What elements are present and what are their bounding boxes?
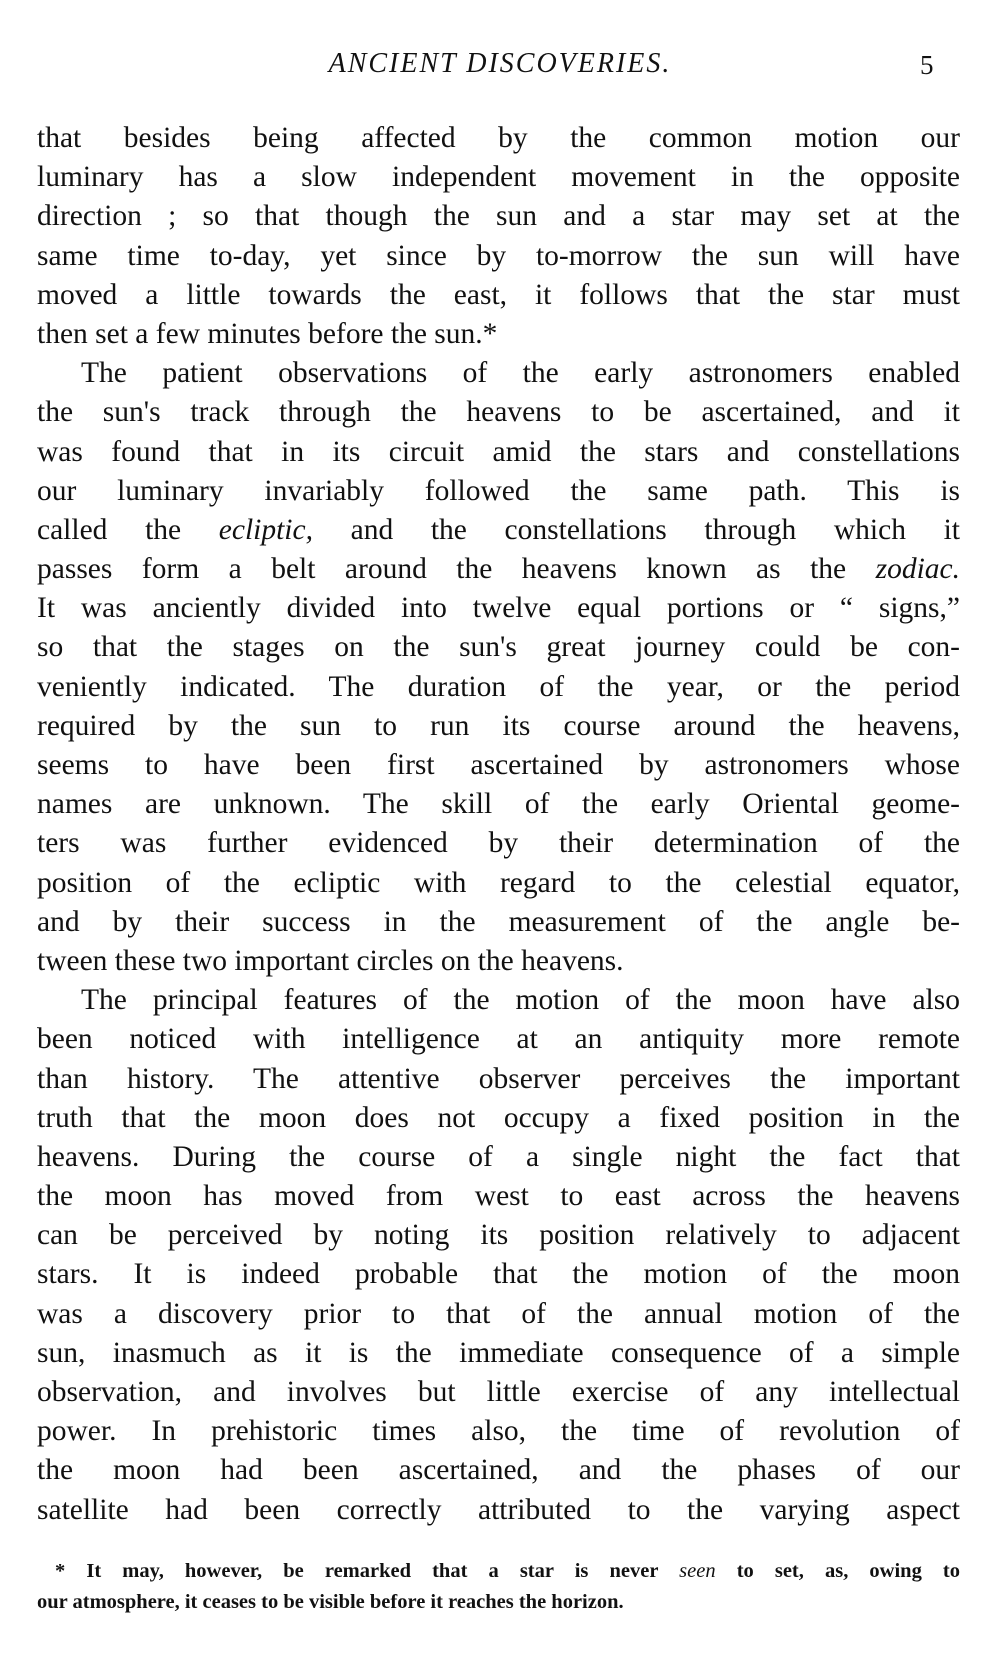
text-line: direction ; so that though the sun and a star may set at the xyxy=(37,200,960,233)
footnote-segment: * It may, however, be remarked that a star is never xyxy=(55,1560,680,1582)
text-line: that besides being affected by the common motion our xyxy=(37,122,960,154)
text-line: our luminary invariably followed the same path. This is xyxy=(37,474,960,507)
body-text xyxy=(37,119,960,1530)
footnote-italic-seen: seen xyxy=(679,1560,716,1582)
text-line: and by their success in the measurement of the angle be- xyxy=(37,905,960,938)
text-line: then set a few minutes before the sun.* xyxy=(37,317,498,350)
text-line: satellite had been correctly attributed to the varying aspect xyxy=(37,1493,960,1526)
text-line: tween these two important circles on the heavens. xyxy=(37,944,624,977)
text-line: been noticed with intelligence at an antiquity more remote xyxy=(37,1023,960,1056)
text-line xyxy=(37,550,960,589)
footnote-line: our atmosphere, it ceases to be visible before it reaches the horizon. xyxy=(37,1591,624,1613)
text-line: names are unknown. The skill of the early Oriental geome- xyxy=(37,788,960,821)
footnote-line xyxy=(37,1556,960,1587)
text-line: stars. It is indeed probable that the motion of the moon xyxy=(37,1258,960,1291)
line-segment: passes form a belt around the heavens known as the xyxy=(37,553,876,586)
text-line: required by the sun to run its course around the heavens, xyxy=(37,709,960,742)
text-line: was a discovery prior to that of the annual motion of the xyxy=(37,1297,960,1330)
text-line: same time to-day, yet since by to-morrow the sun will have xyxy=(37,239,960,272)
text-line: was found that in its circuit amid the stars and constellations xyxy=(37,435,960,468)
text-line: The patient observations of the early astronomers enabled xyxy=(81,357,960,390)
page-number: 5 xyxy=(920,50,934,80)
text-line: observation, and involves but little exercise of any intellectual xyxy=(37,1376,960,1408)
text-line: luminary has a slow independent movement in the opposite xyxy=(37,161,960,194)
text-line: ters was further evidenced by their determination of the xyxy=(37,827,960,860)
text-line xyxy=(37,511,960,550)
text-line: than history. The attentive observer perceives the important xyxy=(37,1062,960,1095)
text-line: heavens. During the course of a single night the fact that xyxy=(37,1140,960,1173)
text-line: moved a little towards the east, it follows that the star must xyxy=(37,278,960,311)
text-line: can be perceived by noting its position relatively to adjacent xyxy=(37,1219,960,1252)
text-line: position of the ecliptic with regard to the celestial equator, xyxy=(37,866,960,899)
text-line: the moon has moved from west to east across the heavens xyxy=(37,1180,960,1213)
text-line: the sun's track through the heavens to be ascertained, and it xyxy=(37,396,960,429)
line-segment: called the xyxy=(37,513,219,546)
line-segment: and the constellations through which it xyxy=(312,513,960,546)
text-line: sun, inasmuch as it is the immediate consequence of a simple xyxy=(37,1336,960,1369)
footnote-segment: to set, as, owing to xyxy=(715,1560,960,1582)
running-title: ANCIENT DISCOVERIES. xyxy=(328,48,672,79)
text-line: It was anciently divided into twelve equal portions or “ signs,” xyxy=(37,592,960,625)
italic-term-ecliptic: ecliptic, xyxy=(218,513,313,546)
text-line: so that the stages on the sun's great journey could be con- xyxy=(37,631,960,664)
text-line: power. In prehistoric times also, the time of revolution of xyxy=(37,1415,960,1448)
text-line: the moon had been ascertained, and the phases of our xyxy=(37,1454,960,1487)
text-line: truth that the moon does not occupy a fixed position in the xyxy=(37,1101,960,1134)
text-line: veniently indicated. The duration of the year, or the period xyxy=(37,670,960,703)
italic-term-zodiac: zodiac. xyxy=(875,553,960,586)
text-line: The principal features of the motion of the moon have also xyxy=(81,984,960,1017)
text-line: seems to have been first ascertained by astronomers whose xyxy=(37,749,960,781)
footnote xyxy=(37,1556,960,1618)
